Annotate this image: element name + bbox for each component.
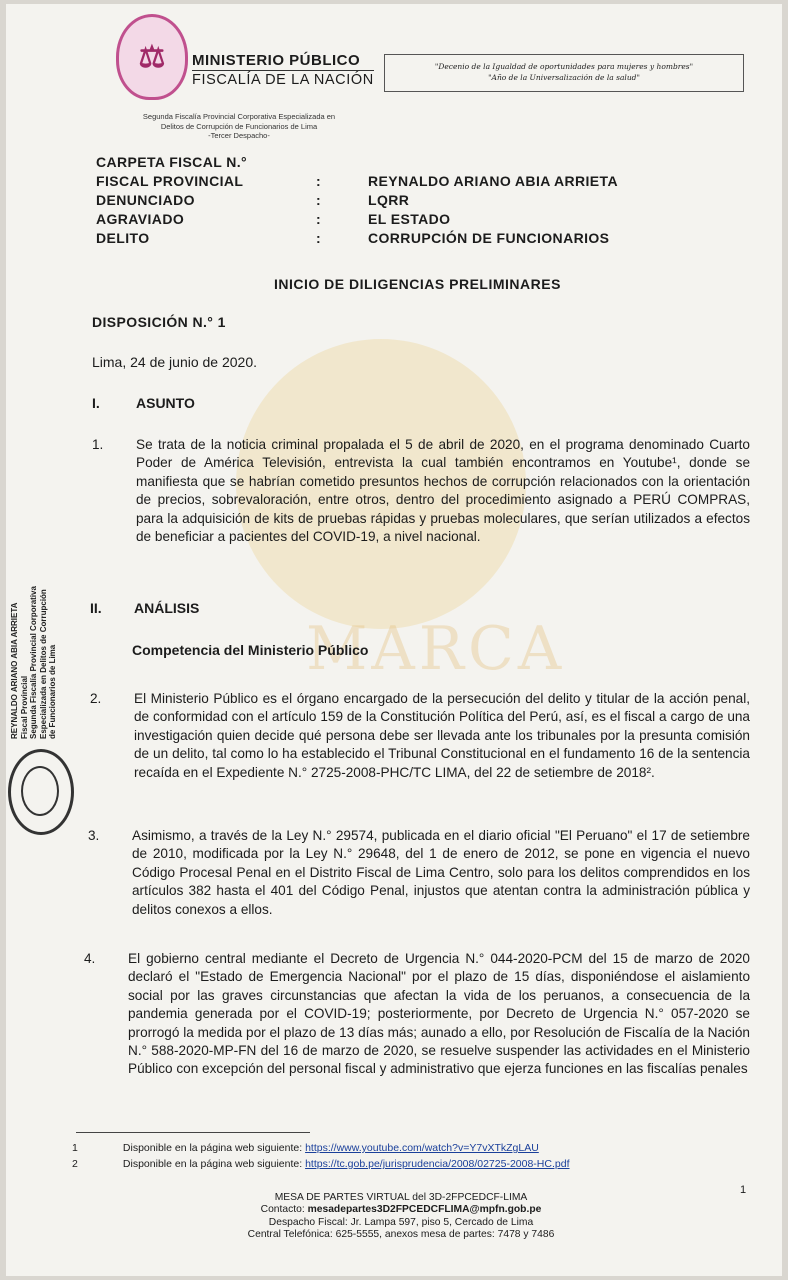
- year-motto: "Año de la Universalización de la salud": [488, 73, 640, 82]
- section-number: II.: [90, 600, 102, 616]
- footnote-2: [72, 1158, 570, 1170]
- header-colon: :: [316, 230, 322, 246]
- section-number: I.: [92, 395, 100, 411]
- footnote-number: 1: [72, 1142, 78, 1154]
- header-colon: :: [316, 173, 322, 189]
- header-label: AGRAVIADO: [96, 211, 185, 227]
- fiscalia-title: FISCALÍA DE LA NACIÓN: [192, 72, 374, 88]
- paragraph-1: [92, 436, 750, 546]
- header-colon: :: [316, 192, 322, 208]
- document-title: INICIO DE DILIGENCIAS PRELIMINARES: [274, 276, 561, 292]
- header-value: EL ESTADO: [368, 211, 451, 227]
- ministry-seal-logo: ⚖: [116, 14, 188, 100]
- disposition-number: DISPOSICIÓN N.° 1: [92, 314, 226, 330]
- paragraph-number: 2.: [90, 691, 102, 706]
- paragraph-number: 3.: [88, 828, 100, 843]
- footnote-1: [72, 1142, 539, 1154]
- stamp-line: Segunda Fiscalía Provincial Corporativa: [29, 586, 38, 739]
- footer-line-4: Central Telefónica: 625-5555, anexos mesa de partes: 7478 y 7486: [247, 1229, 555, 1241]
- paragraph-text: Se trata de la noticia criminal propalada el 5 de abril de 2020, en el programa denominado Cuarto Poder de América Televisión, entrevista la cual también encontramos en Youtube¹, donde se manifiesta que se habrían cometido presuntos hechos de corrupción relacionados con la orientación de precios, sobrevaloración, entre otros, dentro del procedimiento asignado a PERÚ COMPRAS, para la adquisición de kits de pruebas rápidas y pruebas moleculares, que serían utilizados a efectos de beneficiar a pacientes del COVID-19, a nivel nacional.: [136, 437, 750, 545]
- document-date: Lima, 24 de junio de 2020.: [92, 354, 258, 370]
- document-page: [6, 4, 782, 1276]
- decade-motto: "Decenio de la Igualdad de oportunidades para mujeres y hombres": [434, 62, 694, 71]
- paragraph-number: 4.: [84, 951, 96, 966]
- header-value: LQRR: [368, 192, 410, 208]
- header-value: REYNALDO ARIANO ABIA ARRIETA: [368, 173, 618, 189]
- section-title: ASUNTO: [136, 395, 195, 411]
- header-label: DENUNCIADO: [96, 192, 195, 208]
- footer-line-3: Despacho Fiscal: Jr. Lampa 597, piso 5, Cercado de Lima: [268, 1216, 534, 1228]
- footnote-separator: [76, 1132, 310, 1133]
- paragraph-text: El Ministerio Público es el órgano encargado de la persecución del delito y titular de la acción penal, de conformidad con el artículo 159 de la Constitución Política del Perú, así, es el fiscal a cargo de una investigación quien decide qué persona debe ser llevada ante los tribunales por la presunta comisión de un delito, tal como lo ha establecido el Tribunal Constitucional en el fundamento 16 de la sentencia recaída en el Expediente N.° 2725-2008-PHC/TC LIMA, del 22 de setiembre de 2018².: [134, 691, 750, 780]
- footer-contact: [206, 1192, 596, 1242]
- stamp-line: REYNALDO ARIANO ABIA ARRIETA: [10, 602, 19, 739]
- stamp-line: Fiscal Provincial: [19, 675, 29, 739]
- page-number: 1: [740, 1184, 747, 1196]
- header-label: CARPETA FISCAL N.°: [96, 154, 247, 170]
- stamp-line: Especializada en Delitos de Corrupción: [38, 589, 48, 739]
- paragraph-2: [90, 690, 750, 782]
- section-title: ANÁLISIS: [134, 600, 200, 616]
- footer-line-1: MESA DE PARTES VIRTUAL del 3D-2FPCEDCF-LIMA: [274, 1192, 528, 1203]
- ministry-name: [192, 52, 374, 88]
- office-line-2: Delitos de Corrupción de Funcionarios de Lima: [160, 121, 318, 131]
- year-motto-box: [384, 54, 744, 92]
- watermark-text: MARCA: [306, 614, 566, 684]
- footer-contact-label: Contacto:: [260, 1204, 305, 1216]
- paragraph-4: [84, 950, 750, 1079]
- footer-email[interactable]: mesadepartes3D2FPCEDCFLIMA@mpfn.gob.pe: [307, 1204, 542, 1216]
- footnote-link[interactable]: https://www.youtube.com/watch?v=Y7vXTkZgLAU: [305, 1142, 539, 1154]
- header-label: DELITO: [96, 230, 150, 246]
- office-name: [94, 112, 384, 141]
- footnote-label: Disponible en la página web siguiente:: [122, 1142, 303, 1154]
- stamp-line: de Funcionarios de Lima: [48, 644, 57, 739]
- office-line-1: Segunda Fiscalía Provincial Corporativa Especializada en: [142, 112, 336, 121]
- signature-stamp-text: [10, 586, 160, 739]
- official-stamp-icon: [8, 749, 74, 835]
- paragraph-text: El gobierno central mediante el Decreto de Urgencia N.° 044-2020-PCM del 15 de marzo de 2020 declaró el "Estado de Emergencia Nacional" por el plazo de 15 días, disponiéndose el aislamiento social por las graves circunstancias que afectan la vida de los peruanos, a consecuencia de la pandemia generada por el COVID-19; posteriormente, por Decreto de Urgencia N.° 057-2020 se prorrogó la medida por el plazo de 13 días más; aunado a ello, por Resolución de Fiscalía de la Nación N.° 588-2020-MP-FN del 16 de marzo de 2020, se resuelve suspender las actividades en el Ministerio Público con excepción del personal fiscal y administrativo que ejerza funciones en las fiscalías penales: [128, 951, 750, 1077]
- header-value: CORRUPCIÓN DE FUNCIONARIOS: [368, 230, 610, 246]
- ministry-title: MINISTERIO PÚBLICO: [192, 52, 361, 69]
- footer-contact-line: [206, 1204, 596, 1216]
- paragraph-number: 1.: [92, 437, 104, 452]
- paragraph-text: Asimismo, a través de la Ley N.° 29574, publicada en el diario oficial "El Peruano" el 17 de setiembre de 2010, modificada por la Ley N.° 29648, del 1 de enero de 2012, se pone en vigencia el nuevo Código Procesal Penal en el Distrito Fiscal de Lima Centro, solo para los delitos comprendidos en los artículos 382 hasta el 401 del Código Penal, injustos que atentan contra la administración pública y delitos conexos a ellos.: [132, 828, 750, 917]
- footnote-link[interactable]: https://tc.gob.pe/jurisprudencia/2008/02725-2008-HC.pdf: [305, 1158, 570, 1170]
- footnote-number: 2: [72, 1158, 78, 1170]
- footnote-label: Disponible en la página web siguiente:: [122, 1158, 303, 1170]
- header-colon: :: [316, 211, 322, 227]
- paragraph-3: [88, 827, 750, 919]
- header-label: FISCAL PROVINCIAL: [96, 173, 244, 189]
- office-line-3: -Tercer Despacho-: [208, 131, 270, 140]
- subheading-competencia: Competencia del Ministerio Público: [132, 642, 369, 658]
